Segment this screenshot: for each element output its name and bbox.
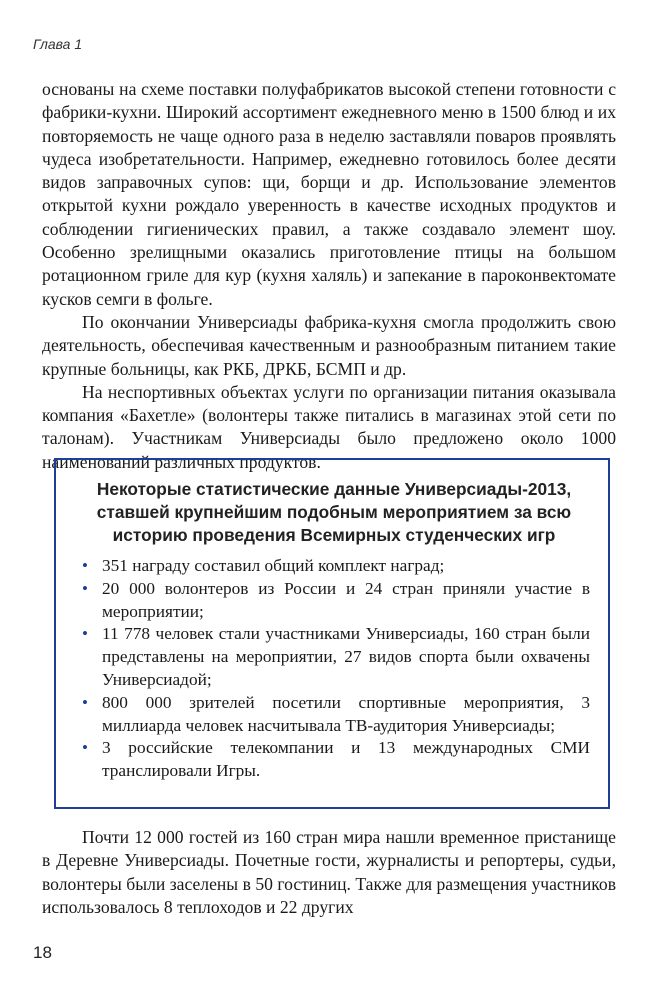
bullet-icon: • [82,692,88,712]
body-text-top [42,78,616,474]
statistics-box [54,458,610,809]
list-item-text: 20 000 волонтеров из России и 24 стран приняли участие в мероприятии; [102,578,590,621]
chapter-header: Глава 1 [33,36,83,52]
list-item [78,555,590,578]
list-item [78,737,590,783]
list-item [78,692,590,738]
bullet-icon: • [82,738,88,758]
list-item-text: 11 778 человек стали участниками Универсиады, 160 стран были представлены на мероприятии, 27 видов спорта были охвачены Универсиадой; [102,624,590,689]
list-item-text: 351 награду составил общий комплект наград; [102,556,445,575]
page-number: 18 [33,943,52,962]
statistics-box-title: Некоторые статистические данные Универсиады-2013, ставшей крупнейшим подобным мероприятием за всю историю проведения Всемирных студенческих игр [96,479,572,545]
statistics-list [78,555,590,783]
list-item-text: 3 российские телекомпании и 13 международных СМИ транслировали Игры. [102,738,590,781]
bullet-icon: • [82,578,88,598]
paragraph: Почти 12 000 гостей из 160 стран мира нашли временное пристанище в Деревне Универсиады. Почетные гости, журналисты и репортеры, судьи, волонтеры были заселены в 50 гостиниц. Также для размещения участников использовалось 8 теплоходов и 22 других [42,827,616,917]
paragraph: По окончании Универсиады фабрика-кухня смогла продолжить свою деятельность, обеспечивая качественным и разнообразным питанием такие крупные больницы, как РКБ, ДРКБ, БСМП и др. [42,311,616,379]
list-item [78,578,590,624]
paragraph: На неспортивных объектах услуги по организации питания оказывала компания «Бахетле» (волонтеры также питались в магазинах этой сети по талонам). Участникам Универсиады было предложено около 1000 наименований различных продуктов. [42,381,616,472]
bullet-icon: • [82,624,88,644]
list-item-text: 800 000 зрителей посетили спортивные мероприятия, 3 миллиарда человек насчитывала ТВ-аудитория Универсиады; [102,692,590,735]
list-item [78,623,590,691]
bullet-icon: • [82,556,88,575]
paragraph: основаны на схеме поставки полуфабрикатов высокой степени готовности с фабрики-кухни. Широкий ассортимент ежедневного меню в 1500 блюд и их повторяемость не чаще одного раза в неделю заставляли поваров проявлять чудеса изобретательности. Например, ежедневно готовилось более десяти видов заправочных супов: щи, борщи и др. Использование элементов открытой кухни рождало уверенность в качестве исходных продуктов и соблюдении гигиенических правил, а также создавало элемент шоу. Особенно зрелищными оказались приготовление птицы на большом ротационном гриле для кур (кухня халяль) и запекание в пароконвектомате кусков семги в фольге. [42,79,616,309]
body-text-bottom [42,826,616,919]
